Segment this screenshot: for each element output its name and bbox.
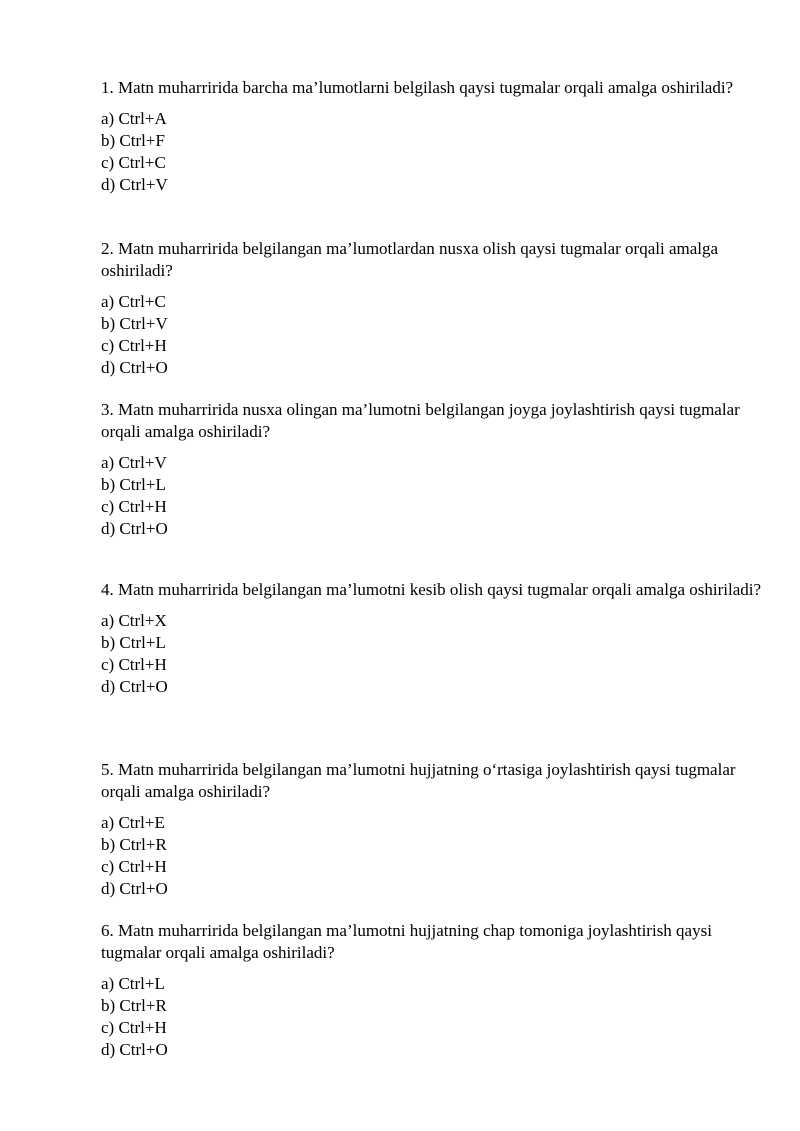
option-b: b) Ctrl+V bbox=[101, 314, 168, 333]
option-a: a) Ctrl+V bbox=[101, 453, 167, 472]
option-b: b) Ctrl+L bbox=[101, 633, 166, 652]
question-text: 4. Matn muharririda belgilangan ma’lumotni kesib olish qaysi tugmalar orqali amalga oshiriladi? bbox=[101, 580, 762, 599]
answer-options bbox=[101, 610, 761, 698]
option-a: a) Ctrl+A bbox=[101, 109, 167, 128]
question-text: 6. Matn muharririda belgilangan ma’lumotni hujjatning chap tomoniga joylashtirish qaysi tugmalar orqali amalga oshiriladi? bbox=[101, 921, 712, 962]
question-text: 2. Matn muharririda belgilangan ma’lumotlardan nusxa olish qaysi tugmalar orqali amalga oshiriladi? bbox=[101, 239, 719, 280]
option-b: b) Ctrl+R bbox=[101, 996, 167, 1015]
option-c: c) Ctrl+H bbox=[101, 336, 167, 355]
answer-options bbox=[101, 291, 761, 379]
question-text: 5. Matn muharririda belgilangan ma’lumotni hujjatning o‘rtasiga joylashtirish qaysi tugmalar orqali amalga oshiriladi? bbox=[101, 760, 736, 801]
question-2 bbox=[101, 238, 761, 379]
option-c: c) Ctrl+H bbox=[101, 1018, 167, 1037]
option-d: d) Ctrl+O bbox=[101, 1040, 168, 1059]
question-5 bbox=[101, 759, 761, 900]
option-c: c) Ctrl+H bbox=[101, 497, 167, 516]
option-d: d) Ctrl+O bbox=[101, 677, 168, 696]
question-3 bbox=[101, 399, 761, 540]
question-text: 1. Matn muharririda barcha ma’lumotlarni belgilash qaysi tugmalar orqali amalga oshiriladi? bbox=[101, 78, 734, 97]
option-d: d) Ctrl+O bbox=[101, 519, 168, 538]
option-a: a) Ctrl+E bbox=[101, 813, 165, 832]
answer-options bbox=[101, 108, 761, 196]
option-d: d) Ctrl+O bbox=[101, 879, 168, 898]
option-a: a) Ctrl+X bbox=[101, 611, 167, 630]
answer-options bbox=[101, 452, 761, 540]
question-text: 3. Matn muharririda nusxa olingan ma’lumotni belgilangan joyga joylashtirish qaysi tugmalar orqali amalga oshiriladi? bbox=[101, 400, 740, 441]
option-d: d) Ctrl+O bbox=[101, 358, 168, 377]
answer-options bbox=[101, 812, 761, 900]
question-4 bbox=[101, 579, 761, 698]
option-b: b) Ctrl+F bbox=[101, 131, 165, 150]
question-6 bbox=[101, 920, 761, 1061]
option-c: c) Ctrl+C bbox=[101, 153, 166, 172]
option-b: b) Ctrl+L bbox=[101, 475, 166, 494]
answer-options bbox=[101, 973, 761, 1061]
option-a: a) Ctrl+C bbox=[101, 292, 166, 311]
option-c: c) Ctrl+H bbox=[101, 857, 167, 876]
option-b: b) Ctrl+R bbox=[101, 835, 167, 854]
option-c: c) Ctrl+H bbox=[101, 655, 167, 674]
option-a: a) Ctrl+L bbox=[101, 974, 165, 993]
question-1 bbox=[101, 77, 761, 196]
option-d: d) Ctrl+V bbox=[101, 175, 168, 194]
